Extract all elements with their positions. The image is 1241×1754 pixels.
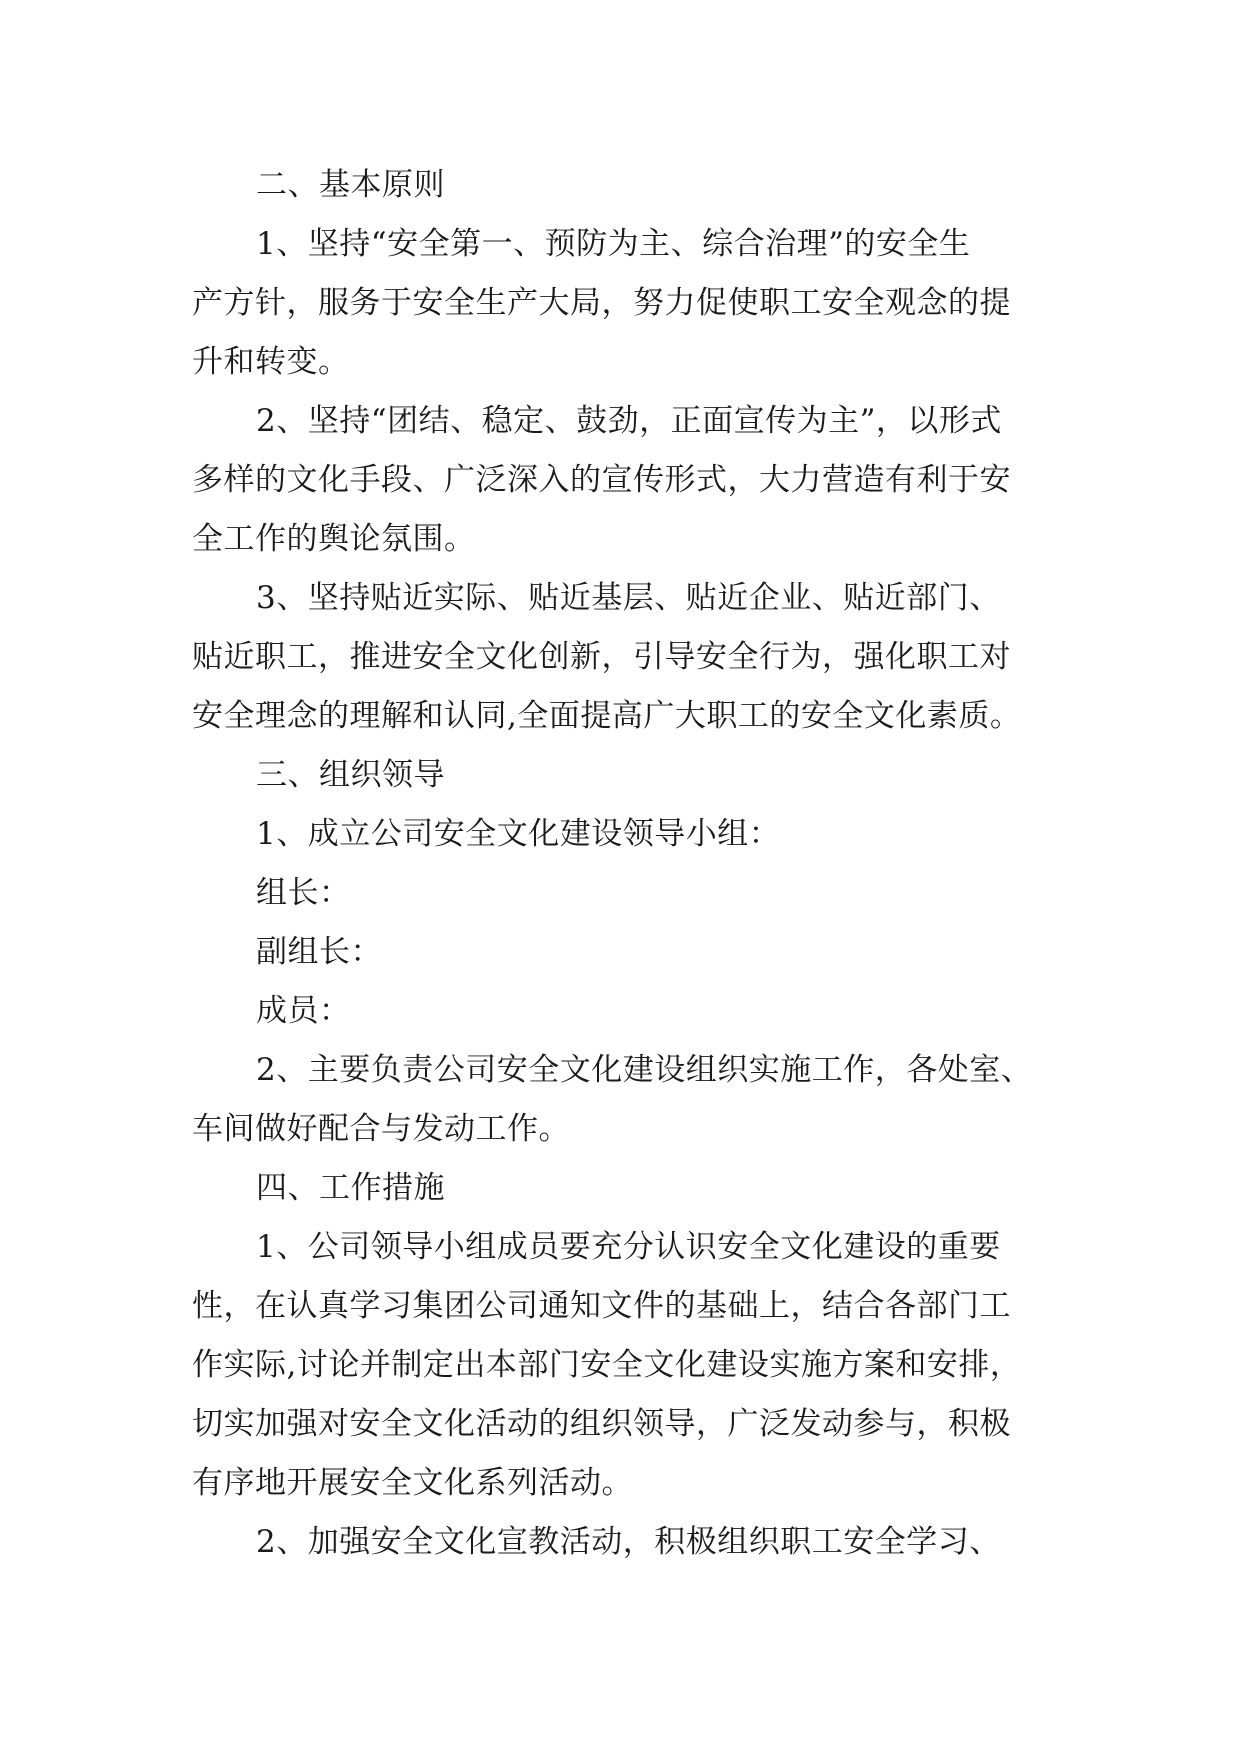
text-line: 1、坚持“安全第一、预防为主、综合治理”的安全生 [256,226,971,262]
text-line: 二、基本原则 [256,167,445,203]
text-line: 有序地开展安全文化系列活动。 [192,1465,633,1501]
text-line: 产方针，服务于安全生产大局，努力促使职工安全观念的提 [192,285,1011,321]
text-line: 组长： [256,875,351,911]
text-line: 四、工作措施 [256,1170,445,1206]
text-line: 升和转变。 [192,344,350,380]
text-line: 三、组织领导 [256,757,445,793]
text-line: 成员： [256,993,351,1029]
text-line: 副组长： [256,934,382,970]
text-line: 2、加强安全文化宣教活动，积极组织职工安全学习、 [256,1524,1001,1560]
text-line: 车间做好配合与发动工作。 [192,1111,570,1147]
text-line: 1、成立公司安全文化建设领导小组： [256,816,781,852]
text-line: 安全理念的理解和认同,全面提高广大职工的安全文化素质。 [192,698,1022,734]
text-line: 贴近职工，推进安全文化创新，引导安全行为，强化职工对 [192,639,1011,675]
text-line: 切实加强对安全文化活动的组织领导，广泛发动参与，积极 [192,1406,1011,1442]
text-line: 3、坚持贴近实际、贴近基层、贴近企业、贴近部门、 [256,580,1001,616]
text-line: 作实际,讨论并制定出本部门安全文化建设实施方案和安排， [192,1347,1022,1383]
text-line: 2、主要负责公司安全文化建设组织实施工作，各处室、 [256,1052,1033,1088]
text-line: 多样的文化手段、广泛深入的宣传形式，大力营造有利于安 [192,462,1011,498]
text-line: 全工作的舆论氛围。 [192,521,476,557]
text-line: 性，在认真学习集团公司通知文件的基础上，结合各部门工 [192,1288,1011,1324]
text-line: 1、公司领导小组成员要充分认识安全文化建设的重要 [256,1229,1001,1265]
document-body [192,156,1052,1572]
text-line: 2、坚持“团结、稳定、鼓劲，正面宣传为主”，以形式 [256,403,1002,439]
